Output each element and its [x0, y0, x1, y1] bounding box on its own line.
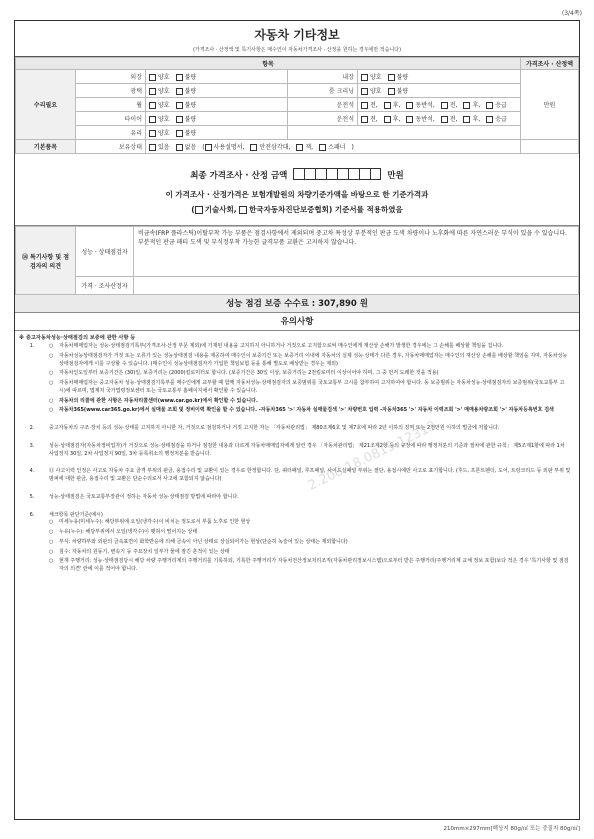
- bullet-circle-icon: ○: [49, 519, 54, 526]
- right-0-good-checkbox[interactable]: [361, 74, 368, 81]
- note-number: 6.: [29, 511, 35, 518]
- note-number: 3.: [29, 442, 35, 449]
- note-text: 중고자동차의 구조·장치 등의 성능·상태를 고지하지 아니한 자, 거짓으로 점검하거나 거짓 고지한 자는 「자동차관리법」 제80조제6호 및 제7호에 따라 2년 이하의 징역 또는 2천만원 이하의 벌금에 처합니다.: [49, 425, 500, 431]
- item-options: 양호 불량: [146, 98, 288, 112]
- right-3-opt-4-checkbox[interactable]: [463, 116, 470, 123]
- note-subitem: ○ 자동차성능상태점검자가 거짓 또는 오류가 있는 성능상태점검 내용을 제공하여 매수인이 보증기간 또는 보증거리 이내에 자동차의 실제 성능·상태가 다른 경우, 자동차매매업자는 매수인의 재산상 손해를 배상할 책임을 지며, 자동차성능상태점검자에게 이를 구상할 수 있습니다. (매수인이 성능상태점검자가 가입한 책임보험 등을 통해 별도로 배상받는 경우는 제외): [49, 352, 568, 367]
- note-subitem: ○ 누유(누수): 해당부위에서 오일(냉각수)이 맺혀서 떨어지는 상태: [49, 529, 198, 535]
- table-row: [16, 98, 579, 112]
- final-price-section: [15, 154, 579, 226]
- bullet-circle-icon: ○: [49, 352, 54, 359]
- note-number: 1.: [29, 343, 35, 349]
- left-2-good-checkbox[interactable]: [149, 102, 156, 109]
- item-options: 전, 후, 동반석, 전, 후, 응급: [358, 98, 521, 112]
- inspector-opinion-text: 비금속(FRP 플라스틱)이탈부착 가능 부품은 점검사항에서 제외되며 중고차 특성상 부분적인 판금 도색 차량이나 노후화에 따른 자연스러운 부식이 있을 수 있습니다. 부분적인 판금 페티 도색 및 부식정부착 가능한 글격부품 교환은 고지하지 않습니다.: [134, 227, 579, 277]
- right-2-opt-3-checkbox[interactable]: [441, 102, 448, 109]
- bullet-circle-icon: ○: [49, 558, 54, 565]
- basic-no-checkbox[interactable]: [176, 144, 183, 151]
- item-label: 내장: [288, 70, 358, 84]
- checkbox-tech-society[interactable]: [195, 206, 203, 214]
- note-item: [15, 468, 579, 484]
- note-number: 5.: [29, 493, 35, 500]
- table-row: [16, 126, 579, 140]
- paper-spec: 210mm×297mm[백상지 80g/㎡ 또는 중질지 80g/㎡]: [443, 826, 580, 832]
- left-3-bad-checkbox[interactable]: [176, 116, 183, 123]
- item-label: 유리: [76, 126, 146, 140]
- group-repair-label: 수리필요: [16, 70, 76, 140]
- left-1-good-checkbox[interactable]: [149, 88, 156, 95]
- right-2-opt-5-checkbox[interactable]: [486, 102, 493, 109]
- bullet-circle-icon: ○: [49, 548, 54, 555]
- item-label: 휠: [76, 98, 146, 112]
- bullet-circle-icon: ○: [49, 343, 54, 349]
- note-subitem: ○ 자동차매매업자는 중고자동차 성능·상태점검기록부를 매수인에게 교부할 때 함께 자동차성능·상태점검자의 보증범위를 국토교통부 고시를 참부하여 고지하여야 합니다. 동 보증범위는 자동차성능·상태점검자의 보증범위(국토교통부 고시)에 따르며, 법제처 국가법령정보센터 또는 국토교통부 홈페이지에서 확인할 수 있습니다.: [49, 380, 565, 394]
- final-price-unit: 만원: [387, 171, 404, 181]
- note-subitem: ○ 자동차매매업자는 성능·상태점검기록부(가격조사·산정 부문 제외)에 기재된 내용을 고지하지 아니하거나 거짓으로 고지함으로써 매수인에게 재산상 손해가 발생한 경우에는 그 손해를 배상할 책임을 집니다.: [49, 343, 504, 349]
- basic-yes-checkbox[interactable]: [149, 144, 156, 151]
- right-3-opt-1-checkbox[interactable]: [384, 116, 391, 123]
- price-digit-boxes[interactable]: [293, 168, 381, 183]
- bullet-circle-icon: ○: [49, 529, 54, 535]
- section-header: [15, 21, 579, 57]
- table-row: [16, 84, 579, 98]
- document-sheet: [14, 20, 580, 820]
- column-header-price: 가격조사 · 산정액: [521, 58, 579, 70]
- watermark: 2.208.18.0819.12313: [305, 418, 439, 494]
- left-0-good-checkbox[interactable]: [149, 74, 156, 81]
- price-assessor-label: 가격 · 조사산정자: [76, 277, 134, 295]
- right-1-good-checkbox[interactable]: [361, 88, 368, 95]
- left-4-bad-checkbox[interactable]: [176, 130, 183, 137]
- item-label: 광택: [76, 84, 146, 98]
- left-4-good-checkbox[interactable]: [149, 130, 156, 137]
- right-3-opt-0-checkbox[interactable]: [361, 116, 368, 123]
- table-row-basic: 기본품목 보유상태 있음 없음 ( 사용설명서, 안전삼각대, 잭, 스패너 ): [16, 140, 579, 154]
- left-3-good-checkbox[interactable]: [149, 116, 156, 123]
- note-number: 2.: [29, 425, 35, 431]
- option-kadia: 한국자동차진단보증협회: [249, 205, 329, 214]
- note-number: 4.: [29, 468, 35, 475]
- note-subitem: ○ 침수: 자동차의 원동기, 변속기 등 주요장치 일부가 물에 잠긴 흔적이 있는 상태: [49, 548, 230, 555]
- notes-subtitle: ※ 중고자동차성능·상태점검의 보증에 관한 사항 등: [19, 335, 136, 341]
- item-label: 운전석: [288, 98, 358, 112]
- page-subtitle: (가격조사 · 산정액 및 특기사항은 매수인이 자동차가격조사 · 산정을 원하는 경우에만 적습니다): [192, 47, 402, 53]
- item-options: 양호 불량: [358, 84, 521, 98]
- item-options: 양호 불량: [146, 84, 288, 98]
- warranty-fee: 성능 점검 보증 수수료 : 307,890 원: [15, 295, 579, 313]
- right-3-opt-3-checkbox[interactable]: [441, 116, 448, 123]
- bullet-circle-icon: ○: [49, 407, 54, 414]
- note-subitem: ○ 자동차의 리콜에 관한 사항은 자동차리콜센터(www.car.go.kr)에서 확인할 수 있습니다.: [49, 397, 258, 404]
- table-row: [16, 112, 579, 126]
- right-2-opt-2-checkbox[interactable]: [406, 102, 413, 109]
- item-label: 운전석: [288, 112, 358, 126]
- table-row: [16, 70, 579, 84]
- right-2-opt-1-checkbox[interactable]: [384, 102, 391, 109]
- note-item: [15, 425, 579, 433]
- inspector-label: 성능 · 상태점검자: [76, 227, 134, 277]
- bullet-circle-icon: ○: [49, 538, 54, 545]
- item-label: 보유상태: [76, 140, 146, 154]
- left-1-bad-checkbox[interactable]: [176, 88, 183, 95]
- price-assessor-opinion[interactable]: [134, 277, 579, 295]
- basic-sub-0-checkbox[interactable]: [205, 144, 212, 151]
- item-label: 룸 크리닝: [288, 84, 358, 98]
- left-2-bad-checkbox[interactable]: [176, 102, 183, 109]
- note-subitem: ○ 자동차365(www.car365.go.kr)에서 실매물 조회 및 정비이력 확인을 할 수 있습니다. -자동차365 '>' 자동차 실매물검색 '>' 차량번호 입력 -자동차365 '>' 자동차 이력조회 '>' 매매용차량조회 '>' 자동차등록번호 검색: [49, 407, 554, 414]
- price-basis-options: ( 기술사회, 한국자동차진단보증협회) 기준서를 적용하였음: [191, 205, 403, 214]
- note-subitem: ○ 미세누유(미세누수): 해당부위에 오일(냉각수)이 비치는 정도로서 부품 노후로 인한 현상: [49, 519, 251, 526]
- note-text: 성능·상태점검자(자동차정비업자)가 거짓으로 성능·상태점검을 하거나 점검한 내용과 다르게 자동차매매업자에게 알린 경우 「자동차관리법」 제21조제2항 등의 규정에 따라 행정처분의 기준과 절차에 관한 규칙」 제5조제1항에 따라 1차 사업정지 30일, 2차 사업정지 90일, 3차 등록취소의 행정처분을 받습니다.: [49, 442, 565, 457]
- basic-sub-3-checkbox[interactable]: [319, 144, 326, 151]
- note-item: [15, 343, 579, 417]
- item-label: 타이어: [76, 112, 146, 126]
- item-options: 양호 불량: [146, 70, 288, 84]
- opinion-label: ⑭ 특기사항 및 점검자의 의견: [16, 227, 76, 295]
- note-item: [15, 512, 579, 576]
- note-item: [15, 443, 579, 459]
- group-basic-label: 기본품목: [16, 140, 76, 154]
- page-number: (3/4쪽): [561, 10, 582, 17]
- right-3-opt-2-checkbox[interactable]: [406, 116, 413, 123]
- notes-list: [15, 343, 579, 576]
- note-subitem: ○ 자동차인도일부터 보증기간은 (30)일, 보증거리는 (2000)킬로미터로 합니다. (보증기간은 30일 이상, 보증거리는 2천킬로미터 이상이어야 하며, 그 중 먼저 도래한 것을 적용): [49, 370, 439, 377]
- final-price-label: 최종 가격조사 · 산정 금액: [190, 171, 288, 181]
- item-options: 양호 불량: [358, 70, 521, 84]
- price-unit: 만원: [521, 70, 579, 140]
- basic-sub-1-checkbox[interactable]: [250, 144, 257, 151]
- left-0-bad-checkbox[interactable]: [176, 74, 183, 81]
- note-text: ⑪ 사고이력 인정은 사고로 자동차 주요 골격 부위의 판금, 용접수리 및 교환이 있는 경우로 한정합니다. 단, 쿼터패널, 루프패널, 사이드실패널 부위는 절단, 용접시에만 사고로 표기합니다. (후드, 프론트펜더, 도어, 트렁크리드 등 외판 부위 및 범퍼에 대한 판금, 용접수리 및 교환은 단순수리로서 사고에 포함되지 않습니다): [49, 468, 571, 482]
- note-head: 체크항목 판단기준(예시): [49, 511, 103, 518]
- item-label: 외장: [76, 70, 146, 84]
- basic-sub-2-checkbox[interactable]: [296, 144, 303, 151]
- item-options: 양호 불량: [146, 112, 288, 126]
- checkbox-kadia[interactable]: [239, 206, 247, 214]
- bullet-circle-icon: ○: [49, 397, 54, 404]
- bullet-circle-icon: ○: [49, 380, 54, 386]
- note-subitem: ○ 부식: 차량하부와 외판의 금속표면이 화학반응에 의해 금속이 아닌 상태로 상실되어가는 현상(단순히 녹슬어 있는 상태는 제외합니다): [49, 538, 348, 545]
- right-0-bad-checkbox[interactable]: [388, 74, 395, 81]
- note-text: 성능·상태점검은 국토교통부장관이 정하는 자동차 성능·상태점검 방법에 따라야 합니다.: [49, 493, 239, 500]
- note-subitem: ○ 현재 주행거리: 성능·상태점검당시 해당 차량 주행거리계의 주행거리를 기록하되, 기록한 주행거리가 자동차전산정보처리조직(자동차관리정보시스템)으로부터 받은 주행거리(주행거리계 교체 정보 포함)보다 적은 경우 '특기사항 및 점검자의 의견' 란에 이를 적어야 합니다.: [49, 558, 569, 572]
- bullet-circle-icon: ○: [49, 370, 54, 377]
- item-options: 전, 후, 동반석, 전, 후, 응급: [358, 112, 521, 126]
- notes-title: 유의사항: [15, 313, 579, 331]
- column-header-item: 항목: [16, 58, 521, 70]
- option-tech-society: 기술사회: [204, 205, 234, 214]
- opinion-table: [15, 226, 579, 295]
- price-basis-text: 이 가격조사 · 산정가격은 보험개발원의 차량기준가액을 바탕으로 한 기준가격과: [165, 190, 429, 199]
- page-title: 자동차 기타정보: [254, 28, 340, 42]
- right-2-opt-0-checkbox[interactable]: [361, 102, 368, 109]
- right-3-opt-5-checkbox[interactable]: [486, 116, 493, 123]
- right-1-bad-checkbox[interactable]: [388, 88, 395, 95]
- item-options: 양호 불량: [146, 126, 288, 140]
- note-item: [15, 494, 579, 502]
- right-2-opt-4-checkbox[interactable]: [463, 102, 470, 109]
- inspection-table: [15, 57, 579, 154]
